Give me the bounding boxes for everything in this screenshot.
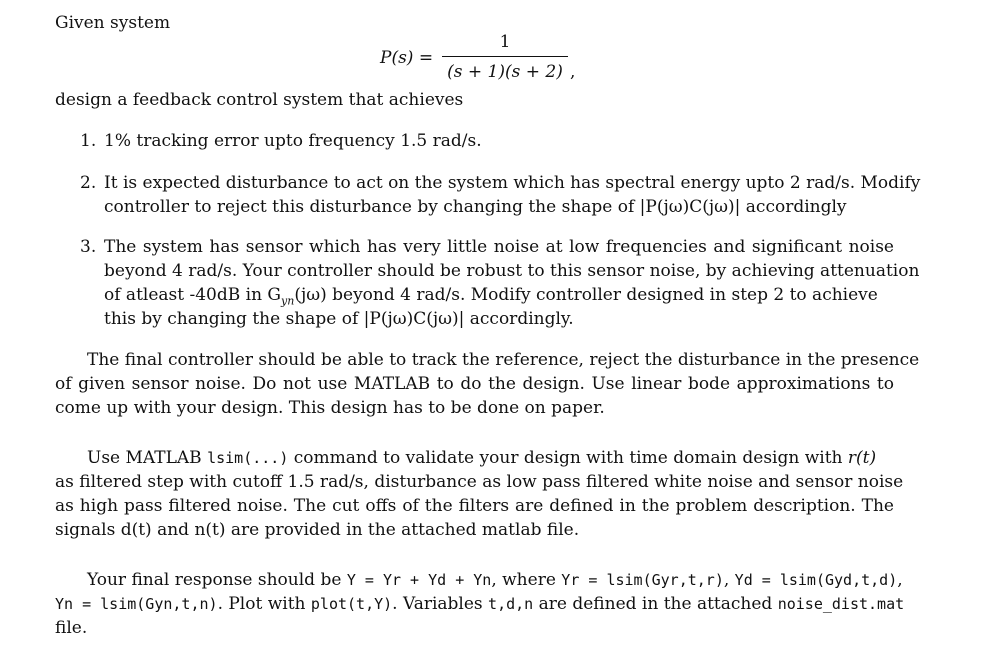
paragraph-3-text-e: . Plot with [217, 594, 311, 614]
paragraph-2-line-3: as high pass filtered noise. The cut offs of the filters are defined in the problem description. The [55, 496, 894, 516]
list-item-3-subscript: yn [281, 294, 295, 308]
list-item-3-line-3 [104, 283, 894, 307]
paragraph-3-text-b: , where [491, 570, 562, 590]
fraction-bar [442, 56, 568, 57]
list-item-number-2: 2. [80, 173, 97, 193]
response-sum-code: Y = Yr + Yd + Yn [346, 571, 492, 589]
list-item-3-line-3-part-a: of atleast -40dB in G [104, 285, 282, 305]
variables-code: t,d,n [488, 595, 534, 613]
list-item-3-line-2: beyond 4 rad/s. Your controller should be robust to this sensor noise, by achieving attenuation [104, 261, 920, 281]
intro-text: Given system [55, 13, 171, 33]
equation-denominator: (s + 1)(s + 2) [447, 62, 563, 82]
paragraph-3-text-d: , [897, 570, 903, 590]
paragraph-3-line-2 [55, 592, 904, 616]
list-item-number-1: 1. [80, 131, 97, 151]
list-item-1-line-1: 1% tracking error upto frequency 1.5 rad/s. [104, 131, 482, 151]
paragraph-3-text-c: , [723, 570, 735, 590]
paragraph-3-line-1 [87, 568, 903, 592]
equation-comma: , [570, 62, 576, 82]
paragraph-3-text-g: are defined in the attached [533, 594, 778, 614]
plot-command-code: plot(t,Y) [310, 595, 393, 613]
paragraph-1-line-2: of given sensor noise. Do not use MATLAB to do the design. Use linear bode approximations to [55, 374, 894, 394]
lead-text: design a feedback control system that achieves [55, 90, 464, 110]
reference-signal-symbol: r(t) [847, 448, 877, 468]
list-item-2-line-1: It is expected disturbance to act on the system which has spectral energy upto 2 rad/s. Modify [104, 173, 921, 193]
paragraph-3-text-a: Your final response should be [87, 570, 347, 590]
lsim-command-code: lsim(...) [207, 449, 289, 467]
equation-fraction [442, 30, 568, 84]
equation-lhs: P(s) = [380, 48, 434, 68]
paragraph-2-text-b: command to validate your design with time domain design with [288, 448, 848, 468]
list-item-2-line-2: controller to reject this disturbance by changing the shape of |P(jω)C(jω)| accordingly [104, 197, 847, 217]
yr-lsim-code: Yr = lsim(Gyr,t,r) [561, 571, 724, 589]
list-item-3-line-3-part-b: (jω) beyond 4 rad/s. Modify controller designed in step 2 to achieve [294, 285, 878, 305]
mat-filename-code: noise_dist.mat [777, 595, 905, 613]
list-item-3-line-1: The system has sensor which has very little noise at low frequencies and significant noise [104, 237, 894, 257]
list-item-number-3: 3. [80, 237, 97, 257]
yd-lsim-code: Yd = lsim(Gyd,t,d) [734, 571, 898, 589]
paragraph-3-line-3: file. [55, 618, 88, 638]
paragraph-2-line-1 [87, 446, 876, 470]
paragraph-1-line-3: come up with your design. This design has to be done on paper. [55, 398, 605, 418]
paragraph-2-text-a: Use MATLAB [87, 448, 208, 468]
equation-numerator: 1 [499, 32, 511, 52]
paragraph-2-line-4: signals d(t) and n(t) are provided in the attached matlab file. [55, 520, 580, 540]
list-item-3-line-4: this by changing the shape of |P(jω)C(jω)| accordingly. [104, 309, 574, 329]
paragraph-1-line-1: The final controller should be able to track the reference, reject the disturbance in the presence [87, 350, 920, 370]
paragraph-3-text-f: . Variables [392, 594, 489, 614]
yn-lsim-code: Yn = lsim(Gyn,t,n) [55, 595, 218, 613]
paragraph-2-line-2: as filtered step with cutoff 1.5 rad/s, disturbance as low pass filtered white noise and sensor noise [55, 472, 904, 492]
